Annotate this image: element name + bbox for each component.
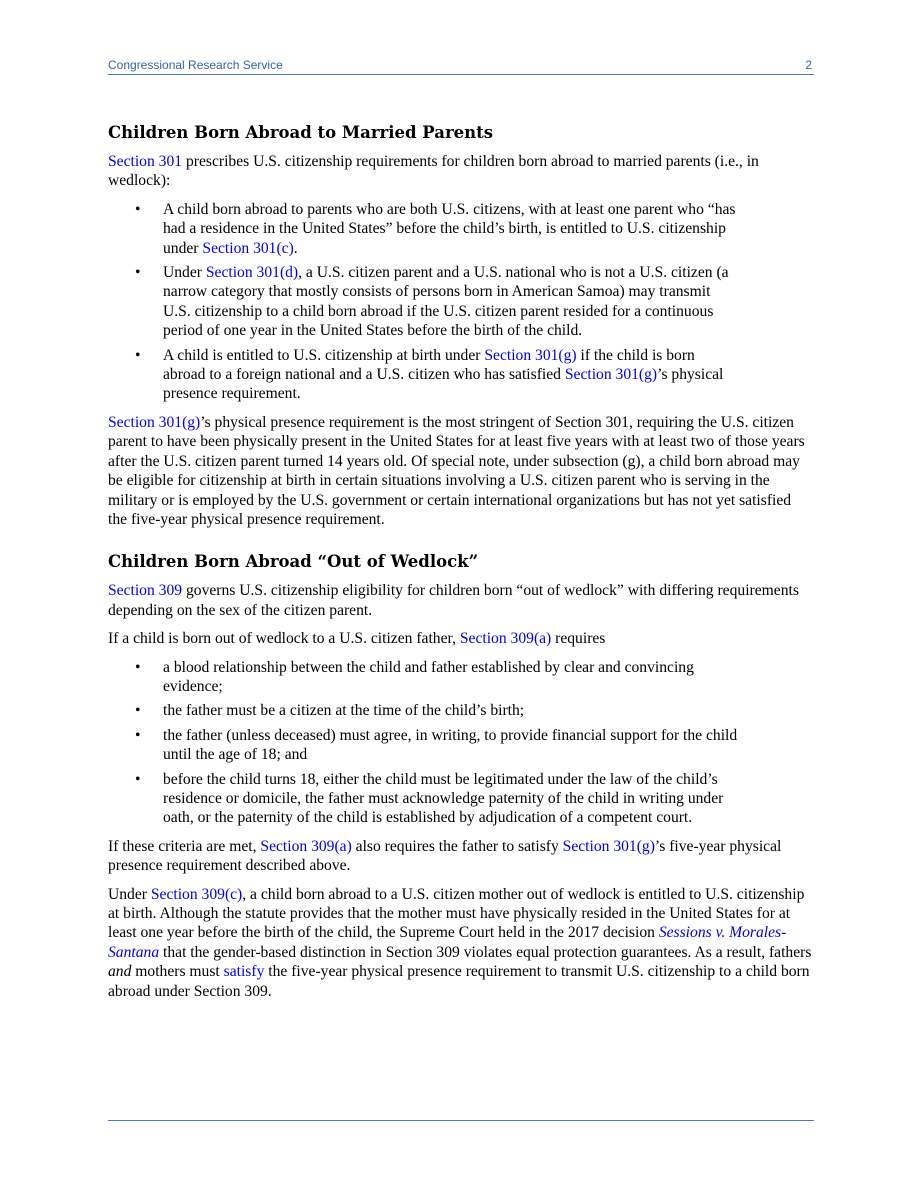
section2-intro: Section 309 governs U.S. citizenship eligibility for children born “out of wedlock” with differing requirements depending on the sex of the citizen parent. (108, 582, 799, 619)
list-item: • A child is entitled to U.S. citizenship at birth under Section 301(g) if the child is born abroad to a foreign national and a U.S. citizen who has satisfied Section 301(g)’s physical presence requirement. (135, 346, 724, 403)
link-satisfy[interactable]: satisfy (223, 963, 265, 981)
link-section-301c[interactable]: Section 301(c) (202, 239, 294, 257)
section2-closing: Under Section 309(c), a child born abroad to a U.S. citizen mother out of wedlock is entitled to U.S. citizenship at birth. Although the statute provides that the mother must have physically resided in the United States for at least one year before the birth of the child, the Supreme Court held in the 2017 decision Sessions v. Morales-Santana that the gender-based distinction in Section 309 violates equal protection guarantees. As a result, fathers and mothers must satisfy the five-year physical presence requirement to transmit U.S. citizenship to a child born abroad under Section 309. (108, 885, 812, 1000)
link-case-sessions-v-morales-santana[interactable]: Sessions v. Morales-Santana (108, 924, 787, 961)
section2-lead: If a child is born out of wedlock to a U.S. citizen father, Section 309(a) requires (108, 630, 606, 648)
link-section-301[interactable]: Section 301 (108, 153, 183, 170)
link-section-301d[interactable]: Section 301(d) (205, 264, 299, 282)
list-item: • the father must be a citizen at the time of the child’s birth; (135, 702, 525, 720)
bullet-icon: • (135, 726, 141, 744)
list-item: • before the child turns 18, either the child must be legitimated under the law of the child’s residence or domicile, the father must acknowledge paternity of the child in writing under oath, or the paternity of the child is established by adjudication of a competent court. (135, 770, 724, 827)
section-heading-married-parents: Children Born Abroad to Married Parents (108, 123, 494, 142)
bullet-icon: • (135, 264, 141, 282)
link-section-309a[interactable]: Section 309(a) (459, 630, 552, 648)
bullet-icon: • (135, 770, 141, 788)
link-section-301g[interactable]: Section 301(g) (108, 413, 201, 431)
section2-bullet-list (108, 658, 814, 828)
link-section-301g[interactable]: Section 301(g) (564, 366, 658, 384)
section1-bullet-list (108, 200, 814, 404)
link-section-309c[interactable]: Section 309(c) (150, 885, 243, 903)
link-section-309[interactable]: Section 309 (108, 582, 183, 600)
list-item: • A child born abroad to parents who are both U.S. citizens, with at least one parent who “has had a residence in the United States” before the child’s birth, is entitled to U.S. citizenship under Section 301(c). (135, 200, 736, 257)
document-body (108, 122, 814, 1010)
section1-intro: Section 301 prescribes U.S. citizenship requirements for children born abroad to married parents (i.e., in wedlock): (108, 153, 759, 190)
bullet-icon: • (135, 658, 141, 676)
list-item: • Under Section 301(d), a U.S. citizen parent and a U.S. national who is not a U.S. citizen (a narrow category that mostly consists of persons born in American Samoa) may transmit U.S. citizenship to a child born abroad if the U.S. citizen parent resided for a continuous period of one year in the United States before the birth of the child. (135, 264, 729, 340)
footer-rule (108, 1120, 814, 1121)
section-heading-out-of-wedlock: Children Born Abroad “Out of Wedlock” (108, 552, 479, 572)
bullet-icon: • (135, 346, 141, 364)
list-item: • the father (unless deceased) must agree, in writing, to provide financial support for the child until the age of 18; and (135, 726, 738, 764)
header-organization: Congressional Research Service (108, 58, 283, 72)
link-section-301g[interactable]: Section 301(g) (562, 837, 655, 855)
section1-closing: Section 301(g)’s physical presence requirement is the most stringent of Section 301, requiring the U.S. citizen parent to have been physically present in the United States for at least five years with at least two of those years after the U.S. citizen parent turned 14 years old. Of special note, under subsection (g), a child born abroad may be eligible for citizenship at birth in certain situations involving a U.S. citizen parent who is serving in the military or is employed by the U.S. government or certain international organizations but has not yet satisfied the five-year physical presence requirement. (108, 413, 805, 528)
page-header (108, 58, 814, 75)
emphasis-and: and (108, 963, 132, 981)
page-number: 2 (805, 58, 812, 72)
link-section-309a[interactable]: Section 309(a) (260, 837, 352, 855)
bullet-icon: • (135, 200, 141, 218)
link-section-301g[interactable]: Section 301(g) (484, 346, 577, 364)
list-item: • a blood relationship between the child and father established by clear and convincing evidence; (135, 658, 694, 695)
section2-criteria: If these criteria are met, Section 309(a) also requires the father to satisfy Section 301(g)’s five-year physical presence requirement described above. (108, 837, 782, 875)
bullet-icon: • (135, 702, 141, 720)
